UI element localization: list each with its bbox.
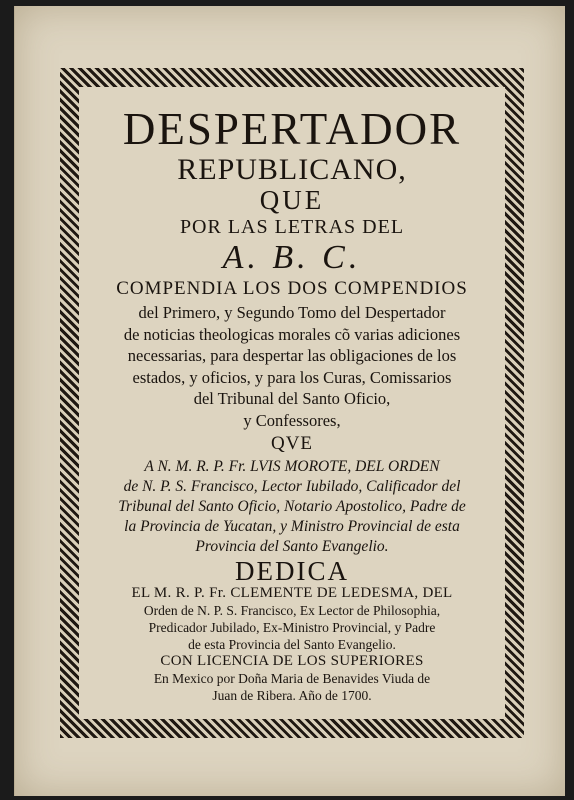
author-block: [96, 457, 488, 557]
description-line: del Tribunal del Santo Oficio,: [193, 389, 391, 408]
title-block: [96, 104, 488, 704]
imprint-line: En Mexico por Doña Maria de Benavides Viuda de: [153, 671, 431, 686]
license-line: CON LICENCIA DE LOS SUPERIORES: [160, 653, 424, 669]
imprint-line: Juan de Ribera. Año de 1700.: [212, 688, 372, 703]
title-republicano: REPUBLICANO,: [177, 153, 407, 186]
author-line: de N. P. S. Francisco, Lector Iubilado, Calificador del: [123, 478, 461, 495]
dedicator-line: Orden de N. P. S. Francisco, Ex Lector de Philosophia,: [143, 603, 441, 618]
dedicator-line: de esta Provincia del Santo Evangelio.: [188, 637, 396, 652]
author-line: A N. M. R. P. Fr. LVIS MOROTE, DEL ORDEN: [144, 458, 440, 475]
description-line: y Confessores,: [243, 410, 341, 430]
title-que: QUE: [259, 185, 325, 215]
title-qve: QVE: [270, 433, 314, 454]
title-despertador: DESPERTADOR: [122, 104, 462, 154]
title-por-las-letras: POR LAS LETRAS DEL: [179, 216, 405, 238]
author-line: Tribunal del Santo Oficio, Notario Apostolico, Padre de: [118, 498, 466, 515]
description-line: estados, y oficios, y para los Curas, Comissarios: [132, 367, 452, 387]
description-line: del Primero, y Segundo Tomo del Despertador: [138, 303, 446, 322]
description-line: necessarias, para despertar las obligaciones de los: [127, 346, 457, 365]
title-abc: A. B. C.: [222, 239, 362, 276]
author-line: Provincia del Santo Evangelio.: [195, 538, 389, 555]
dedicator-block: [96, 585, 488, 653]
title-dedica: DEDICA: [235, 556, 349, 586]
title-compendia: COMPENDIA LOS DOS COMPENDIOS: [116, 278, 468, 299]
description-block: [96, 302, 488, 431]
author-line: la Provincia de Yucatan, y Ministro Provincial de esta: [124, 518, 460, 535]
dedicator-line: Predicador Jubilado, Ex-Ministro Provincial, y Padre: [148, 620, 436, 635]
dedicator-line: EL M. R. P. Fr. CLEMENTE DE LEDESMA, DEL: [131, 585, 453, 601]
description-line: de noticias theologicas morales cõ varias adiciones: [123, 324, 461, 344]
imprint-block: [96, 670, 488, 704]
